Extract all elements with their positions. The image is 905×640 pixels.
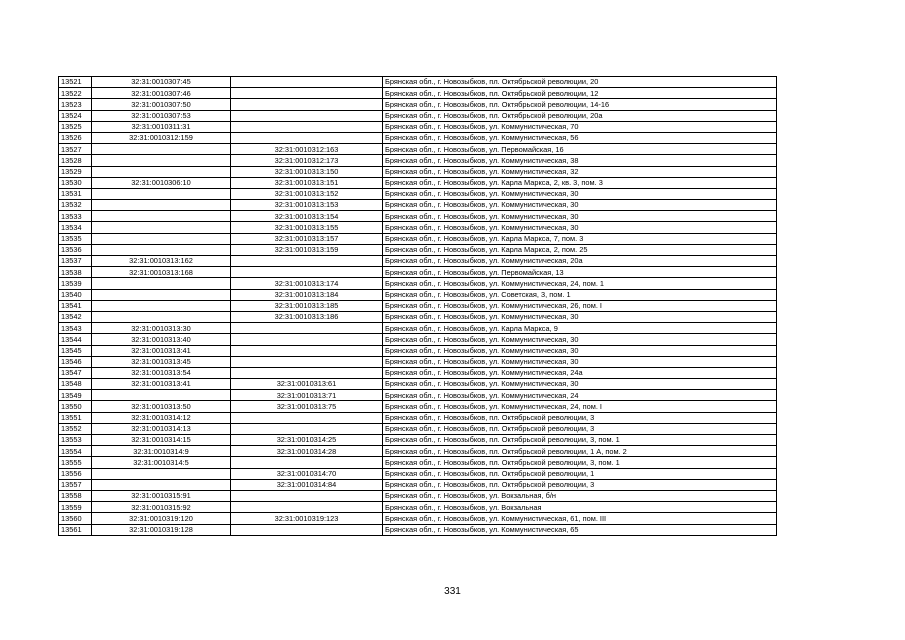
cadastral-number-cell xyxy=(92,468,231,479)
row-number-cell: 13539 xyxy=(59,278,92,289)
address-cell: Брянская обл., г. Новозыбков, пл. Октябрьской революции, 1 xyxy=(383,468,777,479)
cadastral-number-cell xyxy=(92,311,231,322)
cadastral-number-cell xyxy=(92,166,231,177)
address-cell: Брянская обл., г. Новозыбков, ул. Коммунистическая, 30 xyxy=(383,334,777,345)
linked-cadastral-number-cell: 32:31:0010313:185 xyxy=(231,300,383,311)
linked-cadastral-number-cell xyxy=(231,88,383,99)
table-row xyxy=(59,323,777,334)
row-number-cell: 13552 xyxy=(59,423,92,434)
row-number-cell: 13527 xyxy=(59,144,92,155)
address-cell: Брянская обл., г. Новозыбков, ул. Коммунистическая, 38 xyxy=(383,155,777,166)
address-cell: Брянская обл., г. Новозыбков, ул. Коммунистическая, 65 xyxy=(383,524,777,535)
table-row xyxy=(59,99,777,110)
cadastral-number-cell: 32:31:0010311:31 xyxy=(92,121,231,132)
linked-cadastral-number-cell: 32:31:0010313:150 xyxy=(231,166,383,177)
linked-cadastral-number-cell: 32:31:0010313:186 xyxy=(231,311,383,322)
table-row xyxy=(59,479,777,490)
cadastral-number-cell xyxy=(92,300,231,311)
address-cell: Брянская обл., г. Новозыбков, ул. Коммунистическая, 24, пом. 1 xyxy=(383,278,777,289)
row-number-cell: 13545 xyxy=(59,345,92,356)
table-row xyxy=(59,367,777,378)
cadastral-number-cell: 32:31:0010312:159 xyxy=(92,132,231,143)
address-cell: Брянская обл., г. Новозыбков, ул. Советская, 3, пом. 1 xyxy=(383,289,777,300)
cadastral-number-cell: 32:31:0010307:50 xyxy=(92,99,231,110)
row-number-cell: 13522 xyxy=(59,88,92,99)
linked-cadastral-number-cell xyxy=(231,256,383,267)
page-number: 331 xyxy=(444,586,461,597)
table-row xyxy=(59,177,777,188)
linked-cadastral-number-cell xyxy=(231,423,383,434)
row-number-cell: 13557 xyxy=(59,479,92,490)
address-cell: Брянская обл., г. Новозыбков, ул. Карла Маркса, 7, пом. 3 xyxy=(383,233,777,244)
cadastral-number-cell: 32:31:0010314:12 xyxy=(92,412,231,423)
row-number-cell: 13525 xyxy=(59,121,92,132)
cadastral-number-cell: 32:31:0010313:162 xyxy=(92,256,231,267)
linked-cadastral-number-cell xyxy=(231,334,383,345)
row-number-cell: 13560 xyxy=(59,513,92,524)
table-row xyxy=(59,490,777,501)
linked-cadastral-number-cell: 32:31:0010313:157 xyxy=(231,233,383,244)
cadastral-number-cell xyxy=(92,155,231,166)
cadastral-number-cell: 32:31:0010313:30 xyxy=(92,323,231,334)
table-row xyxy=(59,278,777,289)
cadastral-number-cell: 32:31:0010313:50 xyxy=(92,401,231,412)
address-cell: Брянская обл., г. Новозыбков, ул. Вокзальная, б/н xyxy=(383,490,777,501)
row-number-cell: 13534 xyxy=(59,222,92,233)
cadastral-number-cell: 32:31:0010319:128 xyxy=(92,524,231,535)
row-number-cell: 13538 xyxy=(59,267,92,278)
linked-cadastral-number-cell: 32:31:0010313:159 xyxy=(231,244,383,255)
linked-cadastral-number-cell: 32:31:0010313:184 xyxy=(231,289,383,300)
table-row xyxy=(59,144,777,155)
cadastral-number-cell: 32:31:0010314:15 xyxy=(92,435,231,446)
row-number-cell: 13523 xyxy=(59,99,92,110)
address-cell: Брянская обл., г. Новозыбков, ул. Вокзальная xyxy=(383,502,777,513)
linked-cadastral-number-cell xyxy=(231,323,383,334)
cadastral-number-cell: 32:31:0010313:40 xyxy=(92,334,231,345)
linked-cadastral-number-cell xyxy=(231,267,383,278)
table-row xyxy=(59,155,777,166)
row-number-cell: 13546 xyxy=(59,356,92,367)
table-row xyxy=(59,412,777,423)
table-row xyxy=(59,188,777,199)
table-row xyxy=(59,77,777,88)
row-number-cell: 13561 xyxy=(59,524,92,535)
table-row xyxy=(59,289,777,300)
cadastral-number-cell xyxy=(92,200,231,211)
linked-cadastral-number-cell: 32:31:0010319:123 xyxy=(231,513,383,524)
address-cell: Брянская обл., г. Новозыбков, пл. Октябрьской революции, 20 xyxy=(383,77,777,88)
address-cell: Брянская обл., г. Новозыбков, ул. Коммунистическая, 30 xyxy=(383,311,777,322)
table-row xyxy=(59,233,777,244)
linked-cadastral-number-cell: 32:31:0010314:25 xyxy=(231,435,383,446)
address-cell: Брянская обл., г. Новозыбков, пл. Октябрьской революции, 3 xyxy=(383,423,777,434)
cadastral-number-cell: 32:31:0010307:45 xyxy=(92,77,231,88)
linked-cadastral-number-cell xyxy=(231,132,383,143)
row-number-cell: 13529 xyxy=(59,166,92,177)
cadastral-number-cell xyxy=(92,144,231,155)
address-cell: Брянская обл., г. Новозыбков, ул. Первомайская, 13 xyxy=(383,267,777,278)
row-number-cell: 13547 xyxy=(59,367,92,378)
row-number-cell: 13550 xyxy=(59,401,92,412)
table-row xyxy=(59,88,777,99)
linked-cadastral-number-cell xyxy=(231,502,383,513)
row-number-cell: 13548 xyxy=(59,379,92,390)
table-row xyxy=(59,468,777,479)
linked-cadastral-number-cell: 32:31:0010313:153 xyxy=(231,200,383,211)
linked-cadastral-number-cell: 32:31:0010313:75 xyxy=(231,401,383,412)
linked-cadastral-number-cell: 32:31:0010313:152 xyxy=(231,188,383,199)
cadastral-number-cell xyxy=(92,222,231,233)
table-row xyxy=(59,222,777,233)
linked-cadastral-number-cell: 32:31:0010313:151 xyxy=(231,177,383,188)
linked-cadastral-number-cell xyxy=(231,524,383,535)
row-number-cell: 13551 xyxy=(59,412,92,423)
table-row xyxy=(59,345,777,356)
cadastral-number-cell xyxy=(92,244,231,255)
row-number-cell: 13554 xyxy=(59,446,92,457)
address-cell: Брянская обл., г. Новозыбков, ул. Карла Маркса, 2, пом. 25 xyxy=(383,244,777,255)
table-row xyxy=(59,132,777,143)
address-cell: Брянская обл., г. Новозыбков, ул. Коммунистическая, 61, пом. III xyxy=(383,513,777,524)
row-number-cell: 13558 xyxy=(59,490,92,501)
linked-cadastral-number-cell: 32:31:0010313:155 xyxy=(231,222,383,233)
table-row xyxy=(59,435,777,446)
cadastral-number-cell: 32:31:0010315:91 xyxy=(92,490,231,501)
cadastral-number-cell: 32:31:0010314:5 xyxy=(92,457,231,468)
cadastral-register-table xyxy=(58,76,777,536)
address-cell: Брянская обл., г. Новозыбков, ул. Коммунистическая, 70 xyxy=(383,121,777,132)
cadastral-number-cell: 32:31:0010307:53 xyxy=(92,110,231,121)
table-row xyxy=(59,379,777,390)
cadastral-number-cell xyxy=(92,188,231,199)
linked-cadastral-number-cell xyxy=(231,356,383,367)
address-cell: Брянская обл., г. Новозыбков, пл. Октябрьской революции, 14-16 xyxy=(383,99,777,110)
linked-cadastral-number-cell: 32:31:0010313:61 xyxy=(231,379,383,390)
address-cell: Брянская обл., г. Новозыбков, ул. Первомайская, 16 xyxy=(383,144,777,155)
linked-cadastral-number-cell: 32:31:0010313:71 xyxy=(231,390,383,401)
address-cell: Брянская обл., г. Новозыбков, пл. Октябрьской революции, 3 xyxy=(383,479,777,490)
row-number-cell: 13541 xyxy=(59,300,92,311)
address-cell: Брянская обл., г. Новозыбков, ул. Карла Маркса, 9 xyxy=(383,323,777,334)
address-cell: Брянская обл., г. Новозыбков, ул. Коммунистическая, 30 xyxy=(383,356,777,367)
address-cell: Брянская обл., г. Новозыбков, ул. Коммунистическая, 30 xyxy=(383,200,777,211)
cadastral-number-cell xyxy=(92,289,231,300)
address-cell: Брянская обл., г. Новозыбков, пл. Октябрьской революции, 3, пом. 1 xyxy=(383,457,777,468)
row-number-cell: 13549 xyxy=(59,390,92,401)
table-row xyxy=(59,267,777,278)
table-row xyxy=(59,200,777,211)
table-row xyxy=(59,244,777,255)
cadastral-number-cell: 32:31:0010313:41 xyxy=(92,345,231,356)
table-row xyxy=(59,334,777,345)
cadastral-number-cell: 32:31:0010306:10 xyxy=(92,177,231,188)
cadastral-number-cell xyxy=(92,233,231,244)
row-number-cell: 13540 xyxy=(59,289,92,300)
row-number-cell: 13543 xyxy=(59,323,92,334)
row-number-cell: 13532 xyxy=(59,200,92,211)
address-cell: Брянская обл., г. Новозыбков, ул. Карла Маркса, 2, кв. 3, пом. 3 xyxy=(383,177,777,188)
row-number-cell: 13533 xyxy=(59,211,92,222)
table-row xyxy=(59,256,777,267)
row-number-cell: 13521 xyxy=(59,77,92,88)
linked-cadastral-number-cell: 32:31:0010312:163 xyxy=(231,144,383,155)
address-cell: Брянская обл., г. Новозыбков, ул. Коммунистическая, 32 xyxy=(383,166,777,177)
row-number-cell: 13528 xyxy=(59,155,92,166)
row-number-cell: 13544 xyxy=(59,334,92,345)
row-number-cell: 13524 xyxy=(59,110,92,121)
table-row xyxy=(59,311,777,322)
address-cell: Брянская обл., г. Новозыбков, ул. Коммунистическая, 20а xyxy=(383,256,777,267)
table-row xyxy=(59,300,777,311)
row-number-cell: 13553 xyxy=(59,435,92,446)
linked-cadastral-number-cell: 32:31:0010313:154 xyxy=(231,211,383,222)
address-cell: Брянская обл., г. Новозыбков, пл. Октябрьской революции, 3, пом. 1 xyxy=(383,435,777,446)
row-number-cell: 13542 xyxy=(59,311,92,322)
row-number-cell: 13531 xyxy=(59,188,92,199)
table-row xyxy=(59,446,777,457)
address-cell: Брянская обл., г. Новозыбков, пл. Октябрьской революции, 1 А, пом. 2 xyxy=(383,446,777,457)
table-row xyxy=(59,423,777,434)
address-cell: Брянская обл., г. Новозыбков, ул. Коммунистическая, 30 xyxy=(383,345,777,356)
row-number-cell: 13559 xyxy=(59,502,92,513)
register-table-body xyxy=(59,77,777,536)
linked-cadastral-number-cell: 32:31:0010314:70 xyxy=(231,468,383,479)
address-cell: Брянская обл., г. Новозыбков, ул. Коммунистическая, 24, пом. I xyxy=(383,401,777,412)
address-cell: Брянская обл., г. Новозыбков, ул. Коммунистическая, 24 xyxy=(383,390,777,401)
cadastral-number-cell: 32:31:0010307:46 xyxy=(92,88,231,99)
table-row xyxy=(59,211,777,222)
linked-cadastral-number-cell xyxy=(231,77,383,88)
linked-cadastral-number-cell xyxy=(231,490,383,501)
address-cell: Брянская обл., г. Новозыбков, ул. Коммунистическая, 30 xyxy=(383,379,777,390)
address-cell: Брянская обл., г. Новозыбков, ул. Коммунистическая, 30 xyxy=(383,188,777,199)
table-row xyxy=(59,457,777,468)
cadastral-number-cell: 32:31:0010313:41 xyxy=(92,379,231,390)
cadastral-number-cell: 32:31:0010313:54 xyxy=(92,367,231,378)
address-cell: Брянская обл., г. Новозыбков, пл. Октябрьской революции, 12 xyxy=(383,88,777,99)
address-cell: Брянская обл., г. Новозыбков, ул. Коммунистическая, 24а xyxy=(383,367,777,378)
table-row xyxy=(59,524,777,535)
row-number-cell: 13537 xyxy=(59,256,92,267)
table-row xyxy=(59,390,777,401)
linked-cadastral-number-cell xyxy=(231,99,383,110)
table-row xyxy=(59,121,777,132)
table-row xyxy=(59,513,777,524)
linked-cadastral-number-cell xyxy=(231,345,383,356)
linked-cadastral-number-cell: 32:31:0010312:173 xyxy=(231,155,383,166)
cadastral-number-cell: 32:31:0010313:45 xyxy=(92,356,231,367)
cadastral-number-cell xyxy=(92,390,231,401)
table-row xyxy=(59,401,777,412)
cadastral-number-cell: 32:31:0010314:9 xyxy=(92,446,231,457)
row-number-cell: 13530 xyxy=(59,177,92,188)
linked-cadastral-number-cell: 32:31:0010314:28 xyxy=(231,446,383,457)
linked-cadastral-number-cell xyxy=(231,457,383,468)
row-number-cell: 13535 xyxy=(59,233,92,244)
cadastral-number-cell xyxy=(92,211,231,222)
cadastral-number-cell: 32:31:0010319:120 xyxy=(92,513,231,524)
address-cell: Брянская обл., г. Новозыбков, ул. Коммунистическая, 30 xyxy=(383,222,777,233)
address-cell: Брянская обл., г. Новозыбков, ул. Коммунистическая, 56 xyxy=(383,132,777,143)
linked-cadastral-number-cell xyxy=(231,121,383,132)
linked-cadastral-number-cell: 32:31:0010313:174 xyxy=(231,278,383,289)
row-number-cell: 13536 xyxy=(59,244,92,255)
cadastral-number-cell: 32:31:0010313:168 xyxy=(92,267,231,278)
table-row xyxy=(59,502,777,513)
table-row xyxy=(59,166,777,177)
linked-cadastral-number-cell: 32:31:0010314:84 xyxy=(231,479,383,490)
cadastral-number-cell xyxy=(92,479,231,490)
address-cell: Брянская обл., г. Новозыбков, пл. Октябрьской революции, 3 xyxy=(383,412,777,423)
cadastral-number-cell: 32:31:0010314:13 xyxy=(92,423,231,434)
cadastral-number-cell xyxy=(92,278,231,289)
linked-cadastral-number-cell xyxy=(231,412,383,423)
address-cell: Брянская обл., г. Новозыбков, ул. Коммунистическая, 26, пом. I xyxy=(383,300,777,311)
address-cell: Брянская обл., г. Новозыбков, ул. Коммунистическая, 30 xyxy=(383,211,777,222)
address-cell: Брянская обл., г. Новозыбков, пл. Октябрьской революции, 20а xyxy=(383,110,777,121)
row-number-cell: 13556 xyxy=(59,468,92,479)
row-number-cell: 13526 xyxy=(59,132,92,143)
table-row xyxy=(59,356,777,367)
linked-cadastral-number-cell xyxy=(231,367,383,378)
row-number-cell: 13555 xyxy=(59,457,92,468)
cadastral-number-cell: 32:31:0010315:92 xyxy=(92,502,231,513)
table-row xyxy=(59,110,777,121)
linked-cadastral-number-cell xyxy=(231,110,383,121)
